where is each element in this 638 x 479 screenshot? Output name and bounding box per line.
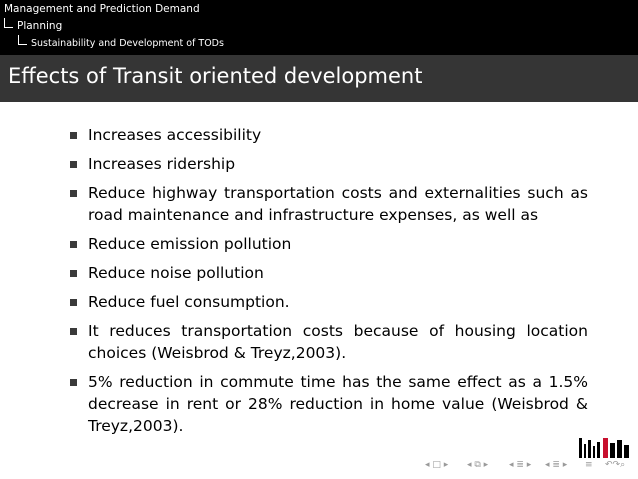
square-bullet-icon <box>70 299 77 306</box>
bullet-list <box>0 124 638 437</box>
bullet-text: It reduces transportation costs because of housing location choices (Weisbrod & Treyz,2003). <box>88 322 588 362</box>
tree-elbow-icon <box>4 18 13 28</box>
bullet-text: Reduce emission pollution <box>88 235 292 253</box>
nav-search-icon[interactable]: ↶↷⌕ <box>605 460 626 470</box>
square-bullet-icon <box>70 328 77 335</box>
square-bullet-icon <box>70 241 77 248</box>
beamer-navigation-bar <box>425 460 635 474</box>
frame-title-bar <box>0 55 638 102</box>
nav-slide-icon[interactable]: ≡ <box>585 460 593 470</box>
bullet-text: Reduce highway transportation costs and externalities such as road maintenance and infrastructure expenses, as well as <box>88 184 588 224</box>
bullet-item <box>0 291 588 313</box>
bullet-item <box>0 371 588 437</box>
bullet-text: Increases accessibility <box>88 126 262 144</box>
breadcrumb-subsection[interactable] <box>4 18 62 32</box>
bullet-text: Reduce noise pollution <box>88 264 264 282</box>
nav-frame-icon[interactable]: ◂ ⧉ ▸ <box>467 460 489 470</box>
header-bar <box>0 0 638 55</box>
bullet-item <box>0 182 588 226</box>
square-bullet-icon <box>70 161 77 168</box>
breadcrumb-subsection-label: Planning <box>17 20 63 32</box>
bullet-text: 5% reduction in commute time has the same effect as a 1.5% decrease in rent or 28% reduction in home value (Weisbrod & Treyz,2003). <box>88 373 588 435</box>
bullet-item <box>0 124 588 146</box>
bullet-item <box>0 153 588 175</box>
breadcrumb-section[interactable]: Management and Prediction Demand <box>4 3 200 15</box>
university-logo <box>577 434 633 462</box>
nav-subsection-icon[interactable]: ◂ ≣ ▸ <box>509 460 532 470</box>
breadcrumb-subsubsection[interactable] <box>18 35 224 49</box>
slide-title: Effects of Transit oriented development <box>8 64 423 88</box>
square-bullet-icon <box>70 379 77 386</box>
bullet-item <box>0 320 588 364</box>
tree-elbow-icon <box>18 35 27 45</box>
bullet-text: Reduce fuel consumption. <box>88 293 290 311</box>
bullet-text: Increases ridership <box>88 155 236 173</box>
bullet-item <box>0 262 588 284</box>
square-bullet-icon <box>70 132 77 139</box>
square-bullet-icon <box>70 270 77 277</box>
nav-first-icon[interactable]: ◂ □ ▸ <box>425 460 449 470</box>
bullet-item <box>0 233 588 255</box>
breadcrumb-subsubsection-label: Sustainability and Development of TODs <box>31 38 224 49</box>
square-bullet-icon <box>70 190 77 197</box>
nav-section-icon[interactable]: ◂ ≣ ▸ <box>545 460 568 470</box>
slide-body <box>0 124 638 444</box>
